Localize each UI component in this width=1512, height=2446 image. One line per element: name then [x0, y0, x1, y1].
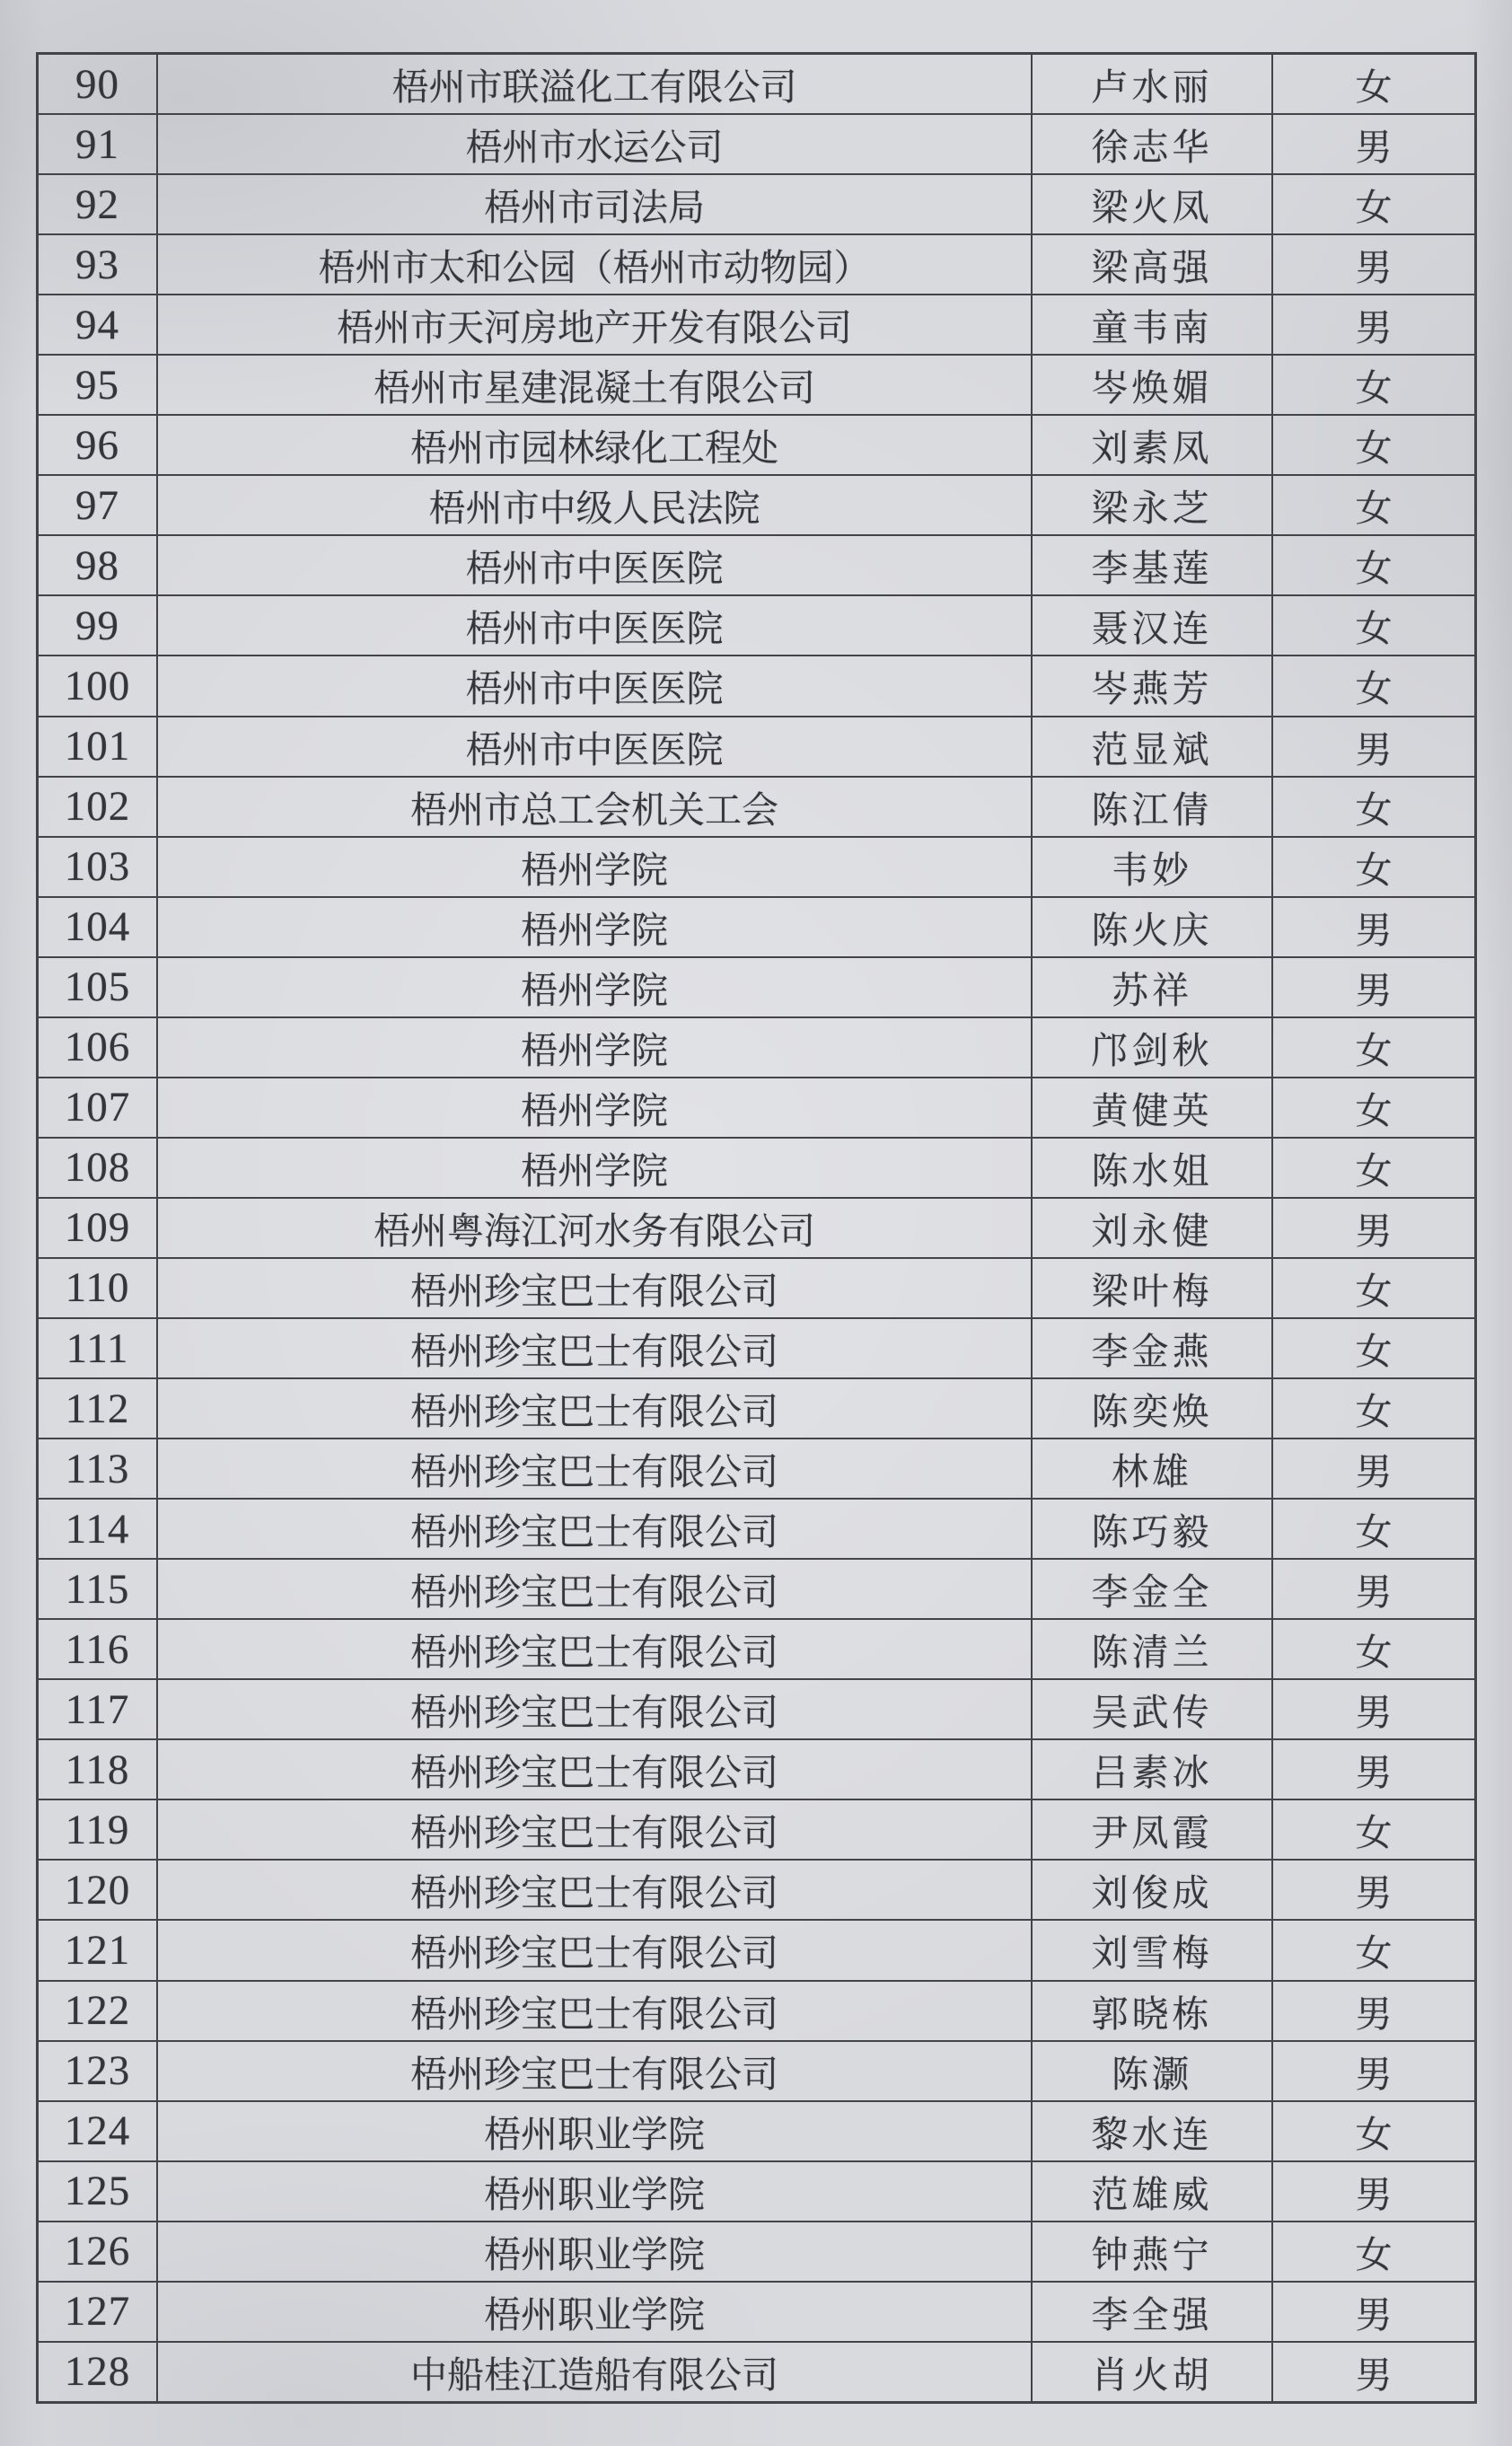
- gender-cell: 男: [1355, 2354, 1393, 2396]
- row-number-cell: 107: [39, 1078, 158, 1137]
- gender-cell: 女: [1355, 668, 1393, 710]
- row-number-cell: 118: [39, 1740, 158, 1799]
- name-cell: 李金燕: [1033, 1319, 1273, 1377]
- name-cell: 吕素冰: [1033, 1740, 1273, 1799]
- table-row: [39, 958, 1474, 1018]
- row-number-cell: 95: [39, 356, 158, 414]
- row-number-cell: 98: [39, 536, 158, 594]
- row-number-cell: 93: [39, 235, 158, 294]
- name-cell: 黄健英: [1033, 1078, 1273, 1137]
- row-number-cell: 101: [39, 717, 158, 776]
- table-row: [39, 2283, 1474, 2343]
- name-cell: 李全强: [1033, 2283, 1273, 2341]
- name-cell: 李基莲: [1033, 536, 1273, 594]
- roster-table: [36, 52, 1477, 2404]
- org-cell: 梧州珍宝巴士有限公司: [158, 1740, 1033, 1799]
- org-cell: 梧州市联溢化工有限公司: [158, 55, 1033, 113]
- table-row: [39, 1620, 1474, 1680]
- gender-cell: 男: [1355, 2053, 1393, 2095]
- gender-cell: 女: [1355, 367, 1393, 409]
- table-row: [39, 476, 1474, 536]
- row-number-cell: 106: [39, 1018, 158, 1077]
- row-number-cell: 124: [39, 2102, 158, 2160]
- row-number-cell: 104: [39, 898, 158, 956]
- table-row: [39, 295, 1474, 356]
- gender-cell: 男: [1355, 1451, 1393, 1493]
- gender-cell: 女: [1355, 488, 1393, 530]
- row-number-cell: 117: [39, 1680, 158, 1738]
- table-row: [39, 1800, 1474, 1861]
- row-number-cell: 90: [39, 55, 158, 113]
- org-cell: 梧州学院: [158, 1139, 1033, 1197]
- org-cell: 梧州学院: [158, 898, 1033, 956]
- name-cell: 邝剑秋: [1033, 1018, 1273, 1077]
- table-row: [39, 1921, 1474, 1981]
- org-cell: 梧州市中医医院: [158, 596, 1033, 655]
- org-cell: 梧州市中级人民法院: [158, 476, 1033, 534]
- gender-cell: 女: [1355, 2113, 1393, 2155]
- gender-cell: 男: [1355, 307, 1393, 349]
- row-number-cell: 125: [39, 2162, 158, 2221]
- row-number-cell: 114: [39, 1500, 158, 1558]
- name-cell: 黎水连: [1033, 2102, 1273, 2160]
- gender-cell: 男: [1355, 1872, 1393, 1914]
- gender-cell: 男: [1355, 728, 1393, 770]
- gender-cell: 男: [1355, 1993, 1393, 2035]
- table-row: [39, 1439, 1474, 1500]
- row-number-cell: 99: [39, 596, 158, 655]
- gender-cell: 女: [1355, 1331, 1393, 1372]
- name-cell: 韦妙: [1033, 838, 1273, 896]
- org-cell: 梧州珍宝巴士有限公司: [158, 1560, 1033, 1618]
- row-number-cell: 112: [39, 1379, 158, 1438]
- name-cell: 聂汉连: [1033, 596, 1273, 655]
- table-row: [39, 536, 1474, 596]
- org-cell: 梧州珍宝巴士有限公司: [158, 1861, 1033, 1919]
- table-row: [39, 1319, 1474, 1379]
- name-cell: 郭晓栋: [1033, 1982, 1273, 2040]
- name-cell: 肖火胡: [1033, 2343, 1273, 2401]
- row-number-cell: 109: [39, 1199, 158, 1257]
- org-cell: 梧州职业学院: [158, 2283, 1033, 2341]
- gender-cell: 女: [1355, 427, 1393, 470]
- org-cell: 梧州珍宝巴士有限公司: [158, 1439, 1033, 1498]
- org-cell: 梧州珍宝巴士有限公司: [158, 1319, 1033, 1377]
- org-cell: 梧州市中医医院: [158, 717, 1033, 776]
- gender-cell: 女: [1355, 1149, 1393, 1192]
- table-row: [39, 356, 1474, 416]
- table-row: [39, 1379, 1474, 1439]
- gender-cell: 女: [1355, 2233, 1393, 2275]
- row-number-cell: 127: [39, 2283, 158, 2341]
- org-cell: 梧州珍宝巴士有限公司: [158, 1680, 1033, 1738]
- org-cell: 梧州学院: [158, 958, 1033, 1016]
- name-cell: 刘俊成: [1033, 1861, 1273, 1919]
- name-cell: 吴武传: [1033, 1680, 1273, 1738]
- gender-cell: 女: [1355, 849, 1393, 891]
- name-cell: 童韦南: [1033, 295, 1273, 354]
- row-number-cell: 100: [39, 656, 158, 715]
- gender-cell: 男: [1355, 127, 1393, 169]
- name-cell: 刘雪梅: [1033, 1921, 1273, 1979]
- table-row: [39, 838, 1474, 898]
- table-row: [39, 1861, 1474, 1921]
- table-row: [39, 2102, 1474, 2162]
- org-cell: 梧州市星建混凝土有限公司: [158, 356, 1033, 414]
- name-cell: 陈火庆: [1033, 898, 1273, 956]
- org-cell: 梧州市天河房地产开发有限公司: [158, 295, 1033, 354]
- row-number-cell: 92: [39, 175, 158, 233]
- name-cell: 陈灏: [1033, 2042, 1273, 2100]
- row-number-cell: 126: [39, 2222, 158, 2281]
- gender-cell: 男: [1355, 2293, 1393, 2336]
- gender-cell: 男: [1355, 969, 1393, 1011]
- table-row: [39, 2042, 1474, 2102]
- table-row: [39, 1199, 1474, 1259]
- gender-cell: 女: [1355, 548, 1393, 590]
- org-cell: 梧州学院: [158, 1078, 1033, 1137]
- name-cell: 梁永芝: [1033, 476, 1273, 534]
- name-cell: 钟燕宁: [1033, 2222, 1273, 2281]
- org-cell: 梧州职业学院: [158, 2222, 1033, 2281]
- gender-cell: 女: [1355, 1029, 1393, 1071]
- table-row: [39, 1139, 1474, 1199]
- table-row: [39, 175, 1474, 235]
- row-number-cell: 105: [39, 958, 158, 1016]
- table-row: [39, 2162, 1474, 2222]
- gender-cell: 女: [1355, 1932, 1393, 1975]
- row-number-cell: 91: [39, 115, 158, 173]
- name-cell: 苏祥: [1033, 958, 1273, 1016]
- gender-cell: 男: [1355, 1752, 1393, 1794]
- org-cell: 梧州学院: [158, 838, 1033, 896]
- row-number-cell: 102: [39, 778, 158, 836]
- table-row: [39, 596, 1474, 656]
- table-row: [39, 115, 1474, 175]
- name-cell: 范显斌: [1033, 717, 1273, 776]
- row-number-cell: 120: [39, 1861, 158, 1919]
- table-row: [39, 1680, 1474, 1740]
- org-cell: 梧州市水运公司: [158, 115, 1033, 173]
- gender-cell: 女: [1355, 1632, 1393, 1674]
- table-row: [39, 1259, 1474, 1319]
- row-number-cell: 122: [39, 1982, 158, 2040]
- name-cell: 刘永健: [1033, 1199, 1273, 1257]
- org-cell: 梧州市总工会机关工会: [158, 778, 1033, 836]
- gender-cell: 女: [1355, 1812, 1393, 1854]
- org-cell: 梧州市中医医院: [158, 656, 1033, 715]
- row-number-cell: 113: [39, 1439, 158, 1498]
- org-cell: 中船桂江造船有限公司: [158, 2343, 1033, 2401]
- org-cell: 梧州珍宝巴士有限公司: [158, 1982, 1033, 2040]
- org-cell: 梧州珍宝巴士有限公司: [158, 1620, 1033, 1678]
- gender-cell: 男: [1355, 1210, 1393, 1252]
- name-cell: 梁高强: [1033, 235, 1273, 294]
- gender-cell: 女: [1355, 187, 1393, 229]
- org-cell: 梧州市司法局: [158, 175, 1033, 233]
- row-number-cell: 123: [39, 2042, 158, 2100]
- org-cell: 梧州职业学院: [158, 2102, 1033, 2160]
- name-cell: 梁叶梅: [1033, 1259, 1273, 1317]
- row-number-cell: 128: [39, 2343, 158, 2401]
- org-cell: 梧州市园林绿化工程处: [158, 416, 1033, 474]
- org-cell: 梧州市中医医院: [158, 536, 1033, 594]
- name-cell: 范雄威: [1033, 2162, 1273, 2221]
- name-cell: 林雄: [1033, 1439, 1273, 1498]
- name-cell: 李金全: [1033, 1560, 1273, 1618]
- table-row: [39, 1740, 1474, 1800]
- name-cell: 梁火凤: [1033, 175, 1273, 233]
- gender-cell: 男: [1355, 909, 1393, 951]
- org-cell: 梧州学院: [158, 1018, 1033, 1077]
- gender-cell: 女: [1355, 66, 1393, 109]
- name-cell: 陈水姐: [1033, 1139, 1273, 1197]
- name-cell: 岑焕媚: [1033, 356, 1273, 414]
- gender-cell: 男: [1355, 1571, 1393, 1614]
- gender-cell: 男: [1355, 1692, 1393, 1734]
- gender-cell: 女: [1355, 1391, 1393, 1433]
- table-row: [39, 55, 1474, 115]
- table-row: [39, 1982, 1474, 2042]
- org-cell: 梧州珍宝巴士有限公司: [158, 2042, 1033, 2100]
- org-cell: 梧州粤海江河水务有限公司: [158, 1199, 1033, 1257]
- org-cell: 梧州珍宝巴士有限公司: [158, 1800, 1033, 1859]
- org-cell: 梧州市太和公园（梧州市动物园）: [158, 235, 1033, 294]
- table-row: [39, 2222, 1474, 2283]
- gender-cell: 女: [1355, 1270, 1393, 1312]
- name-cell: 陈清兰: [1033, 1620, 1273, 1678]
- row-number-cell: 116: [39, 1620, 158, 1678]
- name-cell: 徐志华: [1033, 115, 1273, 173]
- row-number-cell: 97: [39, 476, 158, 534]
- org-cell: 梧州珍宝巴士有限公司: [158, 1500, 1033, 1558]
- org-cell: 梧州职业学院: [158, 2162, 1033, 2221]
- org-cell: 梧州珍宝巴士有限公司: [158, 1921, 1033, 1979]
- name-cell: 刘素凤: [1033, 416, 1273, 474]
- table-row: [39, 1018, 1474, 1078]
- row-number-cell: 115: [39, 1560, 158, 1618]
- table-row: [39, 656, 1474, 717]
- row-number-cell: 108: [39, 1139, 158, 1197]
- name-cell: 陈江倩: [1033, 778, 1273, 836]
- table-row: [39, 898, 1474, 958]
- table-row: [39, 1078, 1474, 1139]
- name-cell: 卢水丽: [1033, 55, 1273, 113]
- row-number-cell: 121: [39, 1921, 158, 1979]
- table-row: [39, 717, 1474, 778]
- gender-cell: 女: [1355, 1089, 1393, 1131]
- table-row: [39, 778, 1474, 838]
- gender-cell: 女: [1355, 1511, 1393, 1553]
- row-number-cell: 96: [39, 416, 158, 474]
- table-row: [39, 2343, 1474, 2401]
- row-number-cell: 119: [39, 1800, 158, 1859]
- org-cell: 梧州珍宝巴士有限公司: [158, 1379, 1033, 1438]
- name-cell: 尹凤霞: [1033, 1800, 1273, 1859]
- row-number-cell: 94: [39, 295, 158, 354]
- table-row: [39, 416, 1474, 476]
- gender-cell: 男: [1355, 2173, 1393, 2215]
- gender-cell: 女: [1355, 788, 1393, 831]
- row-number-cell: 103: [39, 838, 158, 896]
- table-row: [39, 1560, 1474, 1620]
- name-cell: 岑燕芳: [1033, 656, 1273, 715]
- name-cell: 陈巧毅: [1033, 1500, 1273, 1558]
- table-row: [39, 1500, 1474, 1560]
- row-number-cell: 111: [39, 1319, 158, 1377]
- gender-cell: 女: [1355, 608, 1393, 650]
- table-row: [39, 235, 1474, 295]
- org-cell: 梧州珍宝巴士有限公司: [158, 1259, 1033, 1317]
- gender-cell: 男: [1355, 247, 1393, 289]
- row-number-cell: 110: [39, 1259, 158, 1317]
- name-cell: 陈奕焕: [1033, 1379, 1273, 1438]
